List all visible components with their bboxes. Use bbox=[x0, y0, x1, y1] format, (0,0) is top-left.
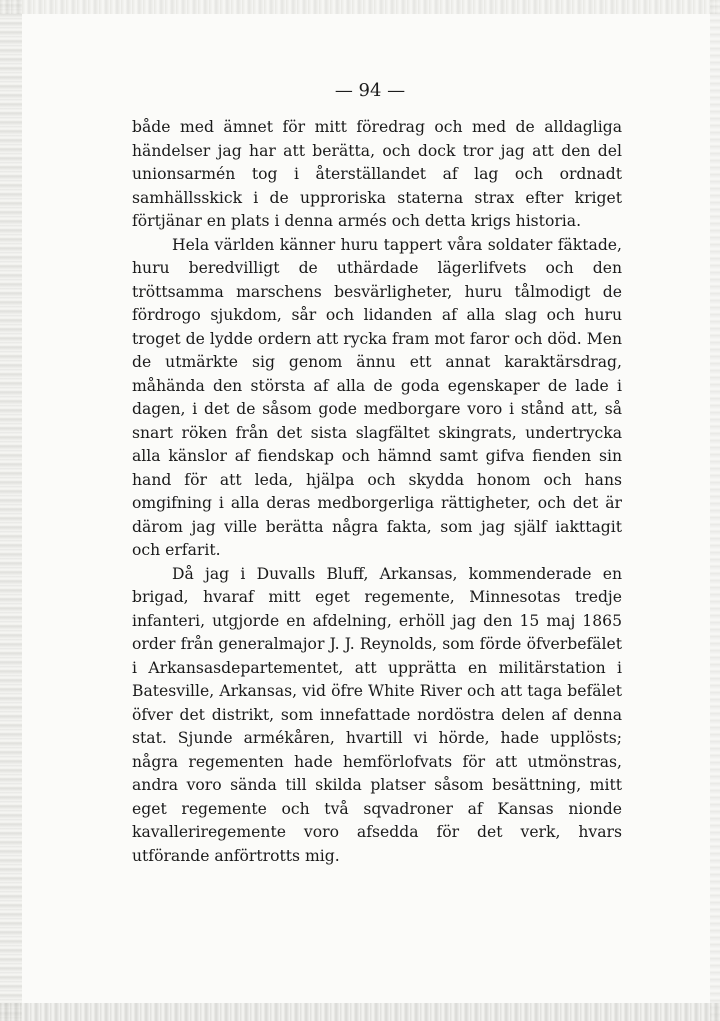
paragraph-3: Då jag i Duvalls Bluff, Arkansas, kommenderade en brigad, hvaraf mitt eget regemente, Minnesotas tredje infanteri, utgjorde en afdelning, erhöll jag den 15 maj 1865 order från generalmajor J. J. Reynolds, som förde öfverbefälet i Arkansasdepartementet, att upprätta en militärstation i Batesville, Arkansas, vid öfre White River och att taga befälet öfver det distrikt, som innefattade nordöstra delen af denna stat. Sjunde armékåren, hvartill vi hörde, hade upplösts; några regementen hade hemförlofvats för att utmönstras, andra voro sända till skilda platser såsom besättning, mitt eget regemente och två sqvadroner af Kansas nionde kavalleriregemente voro afsedda för det verk, hvars utförande anförtrotts mig. bbox=[132, 564, 622, 865]
body-text bbox=[132, 116, 622, 868]
page-number: — 94 — bbox=[334, 80, 406, 101]
paragraph-2: Hela världen känner huru tappert våra soldater fäktade, huru beredvilligt de uthärdade lägerlifvets och den tröttsamma marschens besvärligheter, huru tålmodigt de fördrogo sjukdom, sår och lidanden af alla slag och huru troget de lydde ordern att rycka fram mot faror och död. Men de utmärkte sig genom ännu ett annat karaktärsdrag, måhända den största af alla de goda egenskaper de lade i dagen, i det de såsom gode medborgare voro i stånd att, så snart röken från det sista slagfältet skingrats, undertrycka alla känslor af fiendskap och hämnd samt gifva fienden sin hand för att leda, hjälpa och skydda honom och hans omgifning i alla deras medborgerliga rättigheter, och det är därom jag ville berätta några fakta, som jag själf iakttagit och erfarit. bbox=[132, 235, 622, 559]
page-edge-top bbox=[0, 0, 720, 14]
page-edge-bottom bbox=[0, 1003, 720, 1021]
paragraph-1: både med ämnet för mitt föredrag och med de alldagliga händelser jag har att berätta, och dock tror jag att den del unionsarmén tog i återställandet af lag och ordnadt samhällsskick i de upproriska staterna strax efter kriget förtjänar en plats i denna armés och detta krigs historia. bbox=[132, 118, 622, 230]
page-edge-left bbox=[0, 0, 22, 1021]
page-edge-right bbox=[710, 0, 720, 1021]
